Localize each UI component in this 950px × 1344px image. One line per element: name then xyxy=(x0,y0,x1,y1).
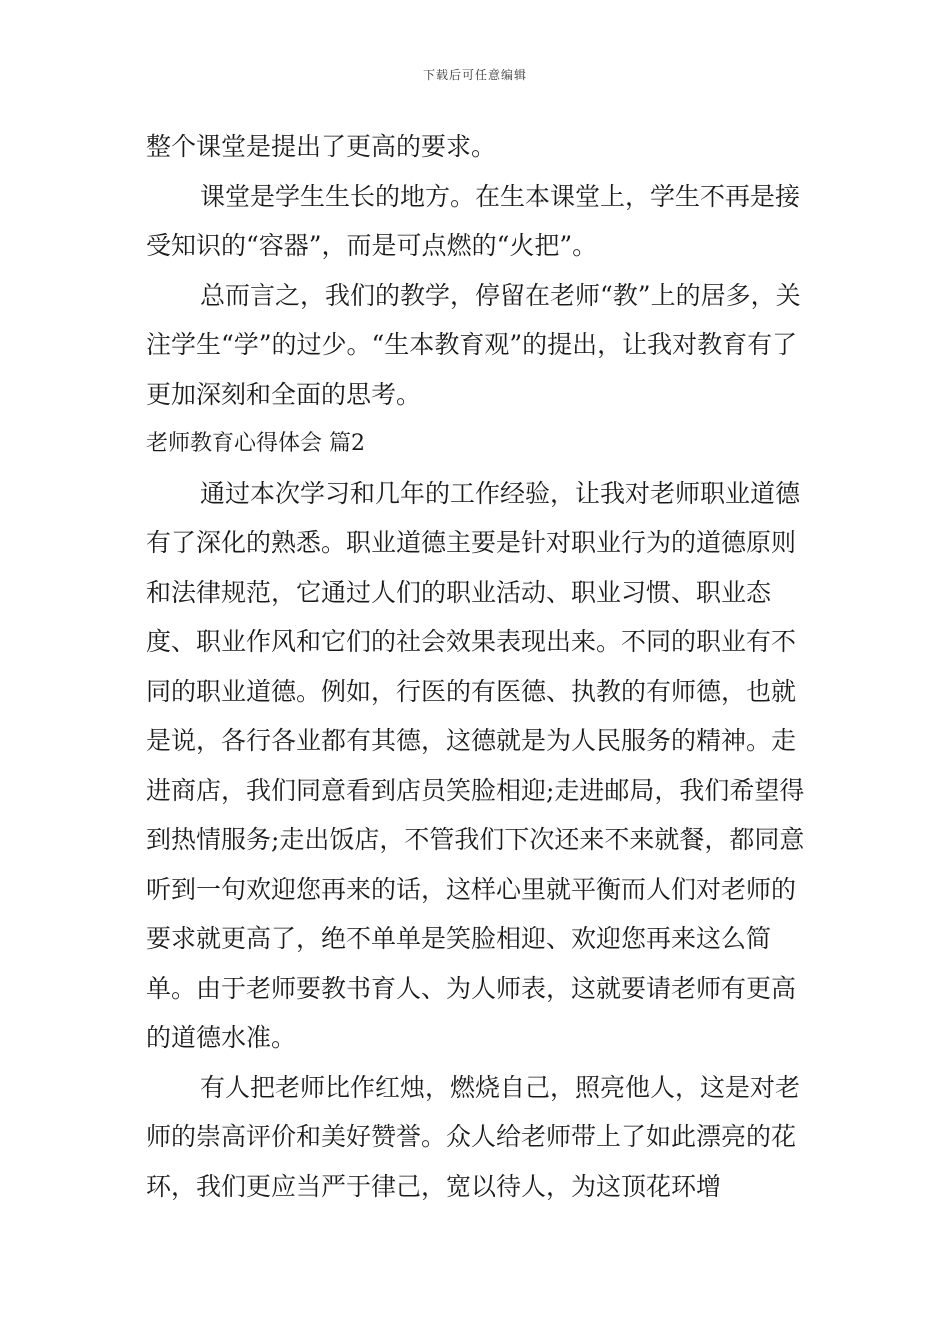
header-note: 下载后可任意编辑 xyxy=(422,68,527,82)
section-title: 老师教育心得体会 篇2 xyxy=(146,431,365,456)
paragraph-candle: 有人把老师比作红烛，燃烧自己，照亮他人，这是对老师的崇高评价和美好赞誉。众人给老师带上了如此漂亮的花环，我们更应当严于律己，宽以待人，为这顶花环增 xyxy=(146,1072,801,1201)
paragraph-classroom: 课堂是学生生长的地方。在生本课堂上，学生不再是接受知识的“容器”，而是可点燃的“火把”。 xyxy=(146,181,801,260)
paragraph-professional-ethics: 通过本次学习和几年的工作经验，让我对老师职业道德有了深化的熟悉。职业道德主要是针对职业行为的道德原则和法律规范，它通过人们的职业活动、职业习惯、职业态度、职业作风和它们的社会效果表现出来。不同的职业有不同的职业道德。例如，行医的有医德、执教的有师德，也就是说，各行各业都有其德，这德就是为人民服务的精神。走进商店，我们同意看到店员笑脸相迎;走进邮局，我们希望得到热情服务;走出饭店，不管我们下次还来不来就餐，都同意听到一句欢迎您再来的话，这样心里就平衡而人们对老师的要求就更高了，绝不单单是笑脸相迎、欢迎您再来这么简单。由于老师要教书育人、为人师表，这就要请老师有更高的道德水准。 xyxy=(146,478,805,1052)
paragraph-summary: 总而言之，我们的教学，停留在老师“教”上的居多，关注学生“学”的过少。“生本教育观”的提出，让我对教育有了更加深刻和全面的思考。 xyxy=(146,280,801,409)
document-body xyxy=(146,122,814,1211)
paragraph-continued: 整个课堂是提出了更高的要求。 xyxy=(146,132,497,161)
